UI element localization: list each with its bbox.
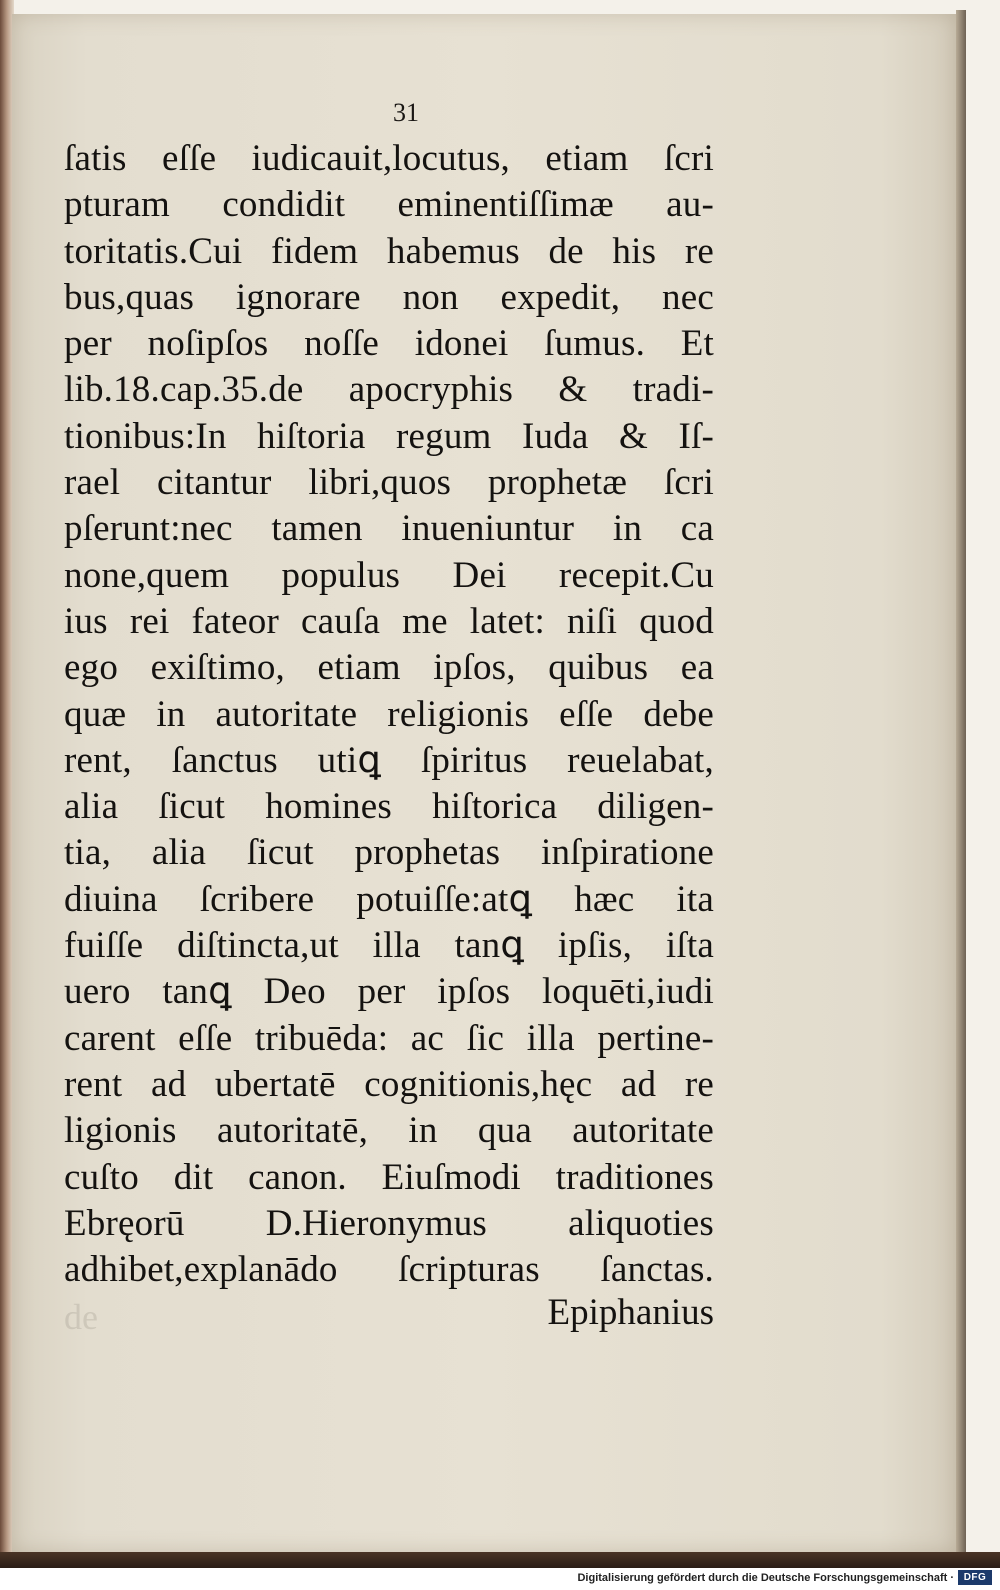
text-line: rent ad ubertatē cognitionis,hęc ad re: [64, 1063, 714, 1105]
text-line: diuina ſcribere potuiſſe:atꝗ hæc ita: [64, 878, 714, 920]
text-line: pſerunt:nec tamen inueniuntur in ca: [64, 508, 714, 550]
ink-offset-mark: de: [64, 1297, 98, 1337]
text-line: tionibus:In hiſtoria regum Iuda & Iſ-: [64, 415, 714, 457]
page-fore-edge: [956, 10, 966, 1555]
text-line: per noſipſos noſſe idonei ſumus. Et: [64, 323, 714, 365]
text-line: alia ſicut homines hiſtorica diligen-: [64, 786, 714, 828]
text-line: quæ in autoritate religionis eſſe debe: [64, 693, 714, 735]
catchword: Epiphanius: [547, 1292, 714, 1333]
main-text-block: [64, 136, 714, 1293]
text-line: adhibet,explanādo ſcripturas ſanctas.: [64, 1249, 714, 1291]
text-line: ligionis autoritatē, in qua autoritate: [64, 1110, 714, 1152]
book-bottom-edge: [0, 1552, 1000, 1568]
text-line: ego exiſtimo, etiam ipſos, quibus ea: [64, 647, 714, 689]
text-line: pturam condidit eminentiſſimæ au-: [64, 184, 714, 226]
text-line: ſatis eſſe iudicauit,locutus, etiam ſcri: [64, 138, 714, 179]
text-line: cuſto dit canon. Eiuſmodi traditiones: [64, 1156, 714, 1198]
text-line: Ebręorū D.Hieronymus aliquoties: [64, 1202, 714, 1244]
digitization-credit: Digitalisierung gefördert durch die Deutsche Forschungsgemeinschaft ·: [577, 1572, 954, 1584]
text-line: carent eſſe tribuēda: ac ſic illa pertine-: [64, 1017, 714, 1059]
text-line: lib.18.cap.35.de apocryphis & tradi-: [64, 369, 714, 411]
text-line: uero tanꝗ Deo per ipſos loquēti,iudi: [64, 971, 714, 1013]
text-line: tia, alia ſicut prophetas inſpiratione: [64, 832, 714, 874]
dfg-logo: DFG: [958, 1570, 992, 1585]
text-line: toritatis.Cui fidem habemus de his re: [64, 230, 714, 272]
text-line: bus,quas ignorare non expedit, nec: [64, 276, 714, 318]
text-line: ius rei fateor cauſa me latet: niſi quod: [64, 600, 714, 642]
text-line: rael citantur libri,quos prophetæ ſcri: [64, 462, 714, 504]
text-line: none,quem populus Dei recepit.Cu: [64, 554, 714, 596]
page-number: 31: [393, 98, 419, 127]
text-line: rent, ſanctus utiꝗ ſpiritus reuelabat,: [64, 739, 714, 781]
text-line: fuiſſe diſtincta,ut illa tanꝗ ipſis, iſta: [64, 925, 714, 967]
